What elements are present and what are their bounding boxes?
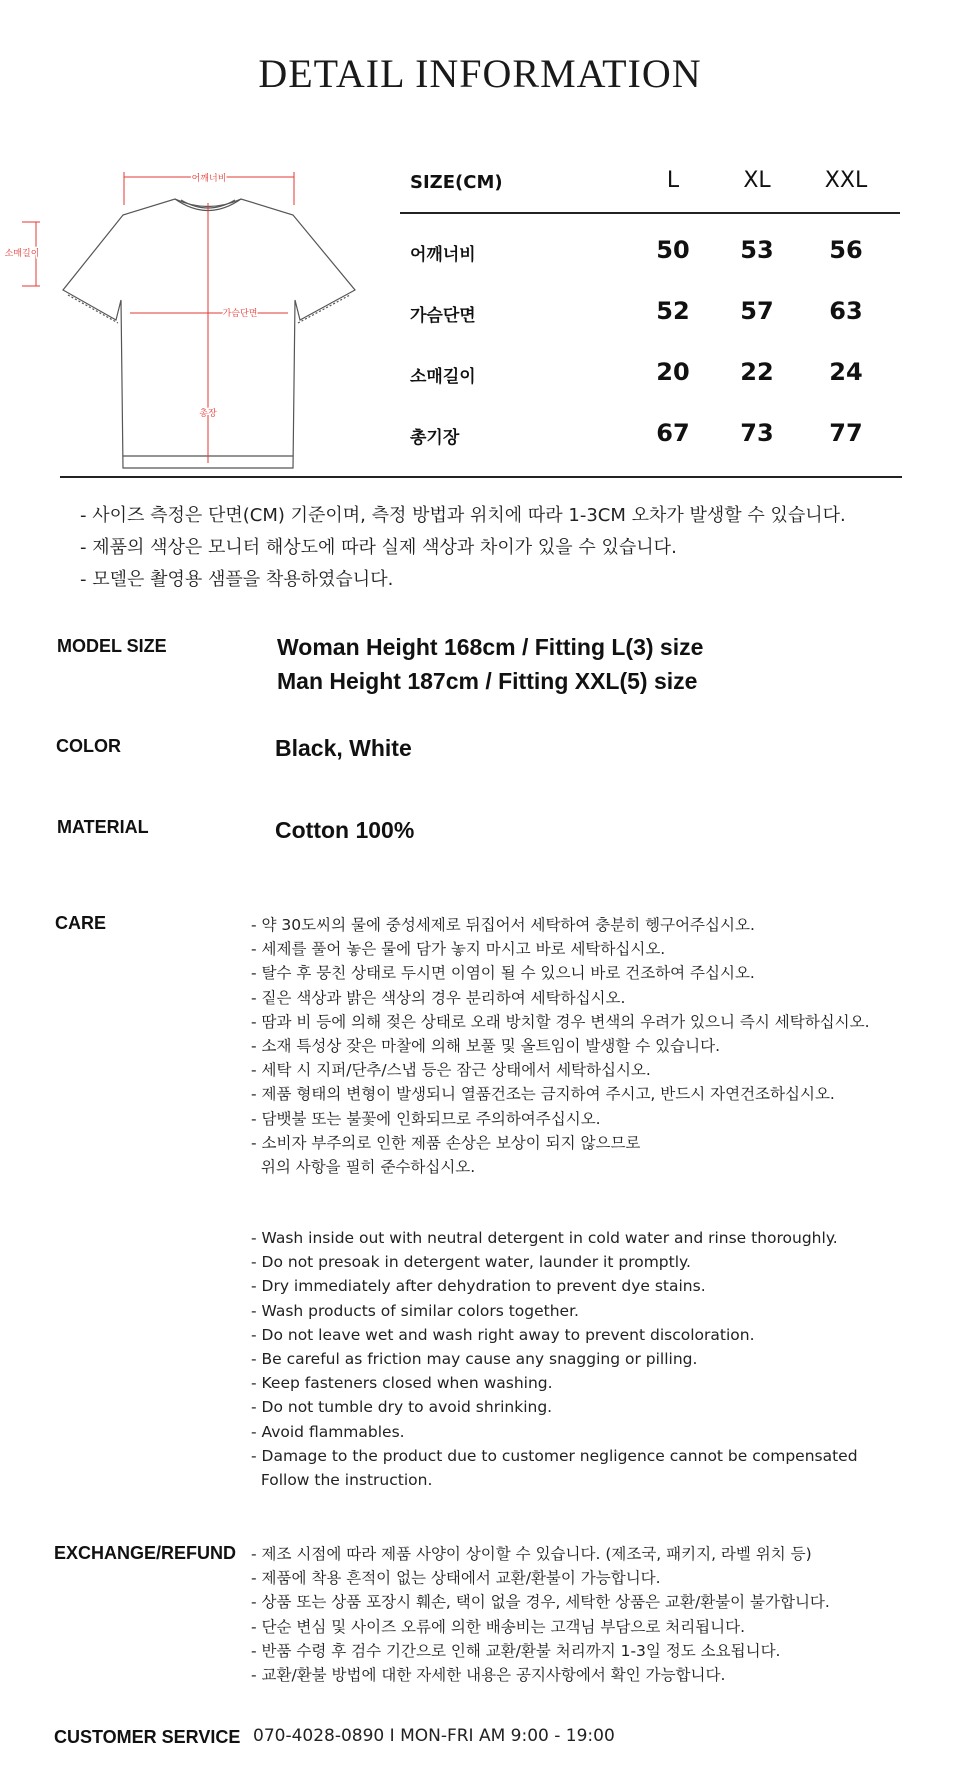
note-line: - 제품의 색상은 모니터 해상도에 따라 실제 색상과 차이가 있을 수 있습니다. bbox=[80, 537, 677, 558]
tshirt-measurement-diagram bbox=[0, 165, 360, 475]
care-instructions-korean bbox=[251, 913, 870, 1179]
table-cell: 20 bbox=[656, 358, 690, 386]
table-cell: 77 bbox=[829, 419, 863, 447]
list-item: - 소비자 부주의로 인한 제품 손상은 보상이 되지 않으므로 bbox=[251, 1133, 641, 1152]
table-cell: 53 bbox=[740, 236, 774, 264]
page-title: DETAIL INFORMATION bbox=[258, 51, 702, 96]
care-instructions-english bbox=[251, 1226, 858, 1492]
table-cell: 22 bbox=[740, 358, 774, 386]
diagram-chest-label: 가슴단면 bbox=[222, 309, 258, 319]
list-item: - 세탁 시 지퍼/단추/스냅 등은 잠근 상태에서 세탁하십시오. bbox=[251, 1061, 651, 1080]
list-item: - Do not leave wet and wash right away to prevent discoloration. bbox=[251, 1325, 755, 1344]
list-item: - 제조 시점에 따라 제품 사양이 상이할 수 있습니다. (제조국, 패키지, 라벨 위치 등) bbox=[251, 1545, 812, 1563]
list-item: - Wash products of similar colors together. bbox=[251, 1301, 579, 1320]
note-line: - 모델은 촬영용 샘플을 착용하였습니다. bbox=[80, 569, 394, 590]
table-row bbox=[400, 336, 900, 397]
material-label: MATERIAL bbox=[57, 817, 149, 837]
list-item: - 땀과 비 등에 의해 젖은 상태로 오래 방치할 경우 변색의 우려가 있으니 즉시 세탁하십시오. bbox=[251, 1012, 870, 1031]
exchange-refund-policy bbox=[251, 1542, 830, 1687]
list-item: - 교환/환불 방법에 대한 자세한 내용은 공지사항에서 확인 가능합니다. bbox=[251, 1666, 726, 1685]
list-item: - Avoid flammables. bbox=[251, 1422, 405, 1441]
diagram-length-label: 총장 bbox=[199, 409, 217, 419]
size-header-l: L bbox=[666, 168, 680, 193]
diagram-sleeve-label: 소매길이 bbox=[4, 249, 40, 259]
size-notes bbox=[80, 500, 846, 596]
list-item: - Dry immediately after dehydration to prevent dye stains. bbox=[251, 1277, 706, 1296]
list-item: - Be careful as friction may cause any snagging or pilling. bbox=[251, 1350, 698, 1369]
list-item: - Do not tumble dry to avoid shrinking. bbox=[251, 1398, 553, 1417]
table-cell: 52 bbox=[656, 297, 690, 325]
section-divider bbox=[60, 476, 902, 478]
size-table-header bbox=[400, 160, 900, 214]
color-label: COLOR bbox=[56, 736, 121, 756]
list-item: - 짙은 색상과 밝은 색상의 경우 분리하여 세탁하십시오. bbox=[251, 988, 626, 1007]
list-item: - 제품 형태의 변형이 발생되니 열품건조는 금지하여 주시고, 반드시 자연건조하십시오. bbox=[251, 1085, 835, 1104]
list-item: - 약 30도씨의 물에 중성세제로 뒤집어서 세탁하여 충분히 헹구어주십시오. bbox=[251, 916, 755, 934]
customer-service-label: CUSTOMER SERVICE bbox=[54, 1727, 241, 1747]
list-item: - 담뱃불 또는 불꽃에 인화되므로 주의하여주십시오. bbox=[251, 1109, 601, 1128]
table-row bbox=[400, 214, 900, 275]
list-item: - 반품 수령 후 검수 기간으로 인해 교환/환불 처리까지 1-3일 정도 소요됩니다. bbox=[251, 1641, 781, 1660]
model-size-line: Woman Height 168cm / Fitting L(3) size bbox=[277, 634, 704, 660]
row-label: 소매길이 bbox=[410, 367, 476, 387]
table-cell: 57 bbox=[740, 297, 774, 325]
customer-service-value: 070-4028-0890 I MON-FRI AM 9:00 - 19:00 bbox=[253, 1726, 615, 1746]
size-header-xl: XL bbox=[743, 168, 771, 193]
row-label: 가슴단면 bbox=[410, 306, 476, 326]
care-label: CARE bbox=[55, 913, 107, 933]
model-size-line: Man Height 187cm / Fitting XXL(5) size bbox=[277, 668, 698, 694]
list-item: - Do not presoak in detergent water, launder it promptly. bbox=[251, 1253, 691, 1272]
list-item: - 제품에 착용 흔적이 없는 상태에서 교환/환불이 가능합니다. bbox=[251, 1569, 661, 1588]
list-item: - 소재 특성상 잦은 마찰에 의해 보풀 및 올트임이 발생할 수 있습니다. bbox=[251, 1037, 720, 1056]
exchange-refund-label: EXCHANGE/REFUND bbox=[54, 1543, 237, 1563]
table-cell: 73 bbox=[740, 419, 774, 447]
list-item: Follow the instruction. bbox=[251, 1471, 433, 1490]
list-item: 위의 사항을 필히 준수하십시오. bbox=[251, 1158, 476, 1177]
material-value: Cotton 100% bbox=[275, 817, 415, 843]
list-item: - Damage to the product due to customer negligence cannot be compensated bbox=[251, 1446, 858, 1465]
table-cell: 67 bbox=[656, 419, 690, 447]
list-item: - 상품 또는 상품 포장시 훼손, 택이 없을 경우, 세탁한 상품은 교환/환불이 불가합니다. bbox=[251, 1593, 830, 1612]
list-item: - 단순 변심 및 사이즈 오류에 의한 배송비는 고객님 부담으로 처리됩니다. bbox=[251, 1617, 746, 1636]
note-line: - 사이즈 측정은 단면(CM) 기준이며, 측정 방법과 위치에 따라 1-3CM 오차가 발생할 수 있습니다. bbox=[80, 505, 846, 526]
size-header-label: SIZE(CM) bbox=[410, 172, 503, 193]
size-header-xxl: XXL bbox=[824, 168, 868, 193]
list-item: - Keep fasteners closed when washing. bbox=[251, 1374, 553, 1393]
table-row bbox=[400, 397, 900, 458]
table-cell: 50 bbox=[656, 236, 690, 264]
row-label: 총기장 bbox=[410, 428, 460, 448]
row-label: 어깨너비 bbox=[410, 245, 476, 265]
model-size-value bbox=[277, 630, 703, 698]
color-value: Black, White bbox=[275, 735, 412, 761]
list-item: - 세제를 풀어 놓은 물에 담가 놓지 마시고 바로 세탁하십시오. bbox=[251, 940, 666, 959]
list-item: - 탈수 후 뭉친 상태로 두시면 이염이 될 수 있으니 바로 건조하여 주십시오. bbox=[251, 964, 755, 983]
diagram-shoulder-label: 어깨너비 bbox=[191, 174, 227, 184]
table-cell: 24 bbox=[829, 358, 863, 386]
model-size-label: MODEL SIZE bbox=[57, 636, 167, 656]
tshirt-outline bbox=[63, 199, 355, 468]
size-table bbox=[400, 160, 900, 458]
table-cell: 63 bbox=[829, 297, 863, 325]
list-item: - Wash inside out with neutral detergent in cold water and rinse thoroughly. bbox=[251, 1229, 838, 1247]
table-cell: 56 bbox=[829, 236, 863, 264]
table-row bbox=[400, 275, 900, 336]
